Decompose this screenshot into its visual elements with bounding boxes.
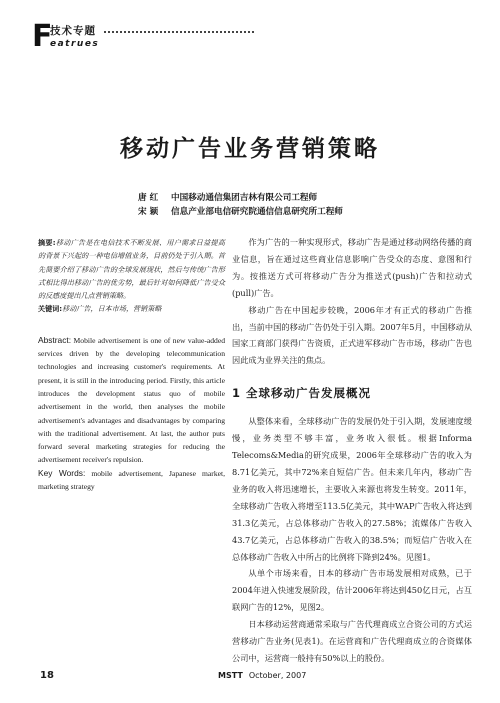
abstract-cn-label: 摘要: [38,238,56,247]
issue-date: October, 2007 [248,671,307,680]
abstract-en-label: Abstract: [38,334,72,345]
keywords-en-label: Key Words: [38,467,86,478]
body-paragraph: 移动广告在中国起步较晚，2006年才有正式的移动广告推出，当前中国的移动广告仍处于引入期。2007年5月，中国移动从国家工商部门获得广告资质，正式进军移动广告市场，移动广告也因此成为业界关注的焦点。 [232,304,472,366]
author-name: 宋 颖 [138,207,159,217]
body-column [232,234,472,667]
journal-name: MSTT [218,671,243,680]
body-paragraph: 作为广告的一种实现形式，移动广告是通过移动网络传播的商业信息，旨在通过这些商业信息影响广告受众的态度、意图和行为。按推送方式可将移动广告分为推送式(push)广告和拉动式(pull)广告。 [232,237,472,298]
article-title: 移动广告业务营销策略 [120,136,380,162]
author-row [138,205,468,219]
section-label: 技术专题 [50,25,96,37]
dotted-divider [104,31,254,33]
keywords-en [38,467,225,494]
author-row [138,191,468,205]
abstract-column [38,236,225,493]
author-name: 唐 红 [138,193,159,203]
author-affiliation: 信息产业部电信研究院通信信息研究所工程师 [171,207,343,217]
abstract-cn-text: 移动广告是在电信技术不断发展、用户需求日益提高的背景下兴起的一种电信增值业务，目前仍处于引入期。首先简要介绍了移动广告的全球发展现状，然后与传统广告形式相比得出移动广告的优劣势，最后针对如何降低广告受众的反感度提出几点营销策略。 [38,238,226,301]
brand-letter: F [32,19,53,54]
keywords-cn-label: 关键词: [38,304,63,314]
author-list [138,191,468,219]
body-paragraph: 日本移动运营商通常采取与广告代理商成立合资公司的方式运营移动广告业务(见表1)。在运营商和广告代理商成立的合资媒体公司中，运营商一般持有50%以上的股份。 [232,619,472,663]
body-paragraph: 从单个市场来看，日本的移动广告市场发展相对成熟，已于2004年进入快速发展阶段，估计2006年将达到450亿日元，占互联网广告的12%，见图2。 [232,568,472,613]
keywords-cn-text: 移动广告，日本市场，营销策略 [62,304,162,314]
keywords-en-text: mobile advertisement, Japanese market, marketing strategy [38,468,225,492]
journal-footer [218,671,306,680]
abstract-en-text: Mobile advertisement is one of new value-added services driven by the developing telecommunication technologies and increasing customer's requirements. At present, it is still in the introducing period. Firstly, this article introduces the development status quo of mobile advertisement in the world, then analyses the mobile advertisement's advantages and disadvantages by comparing with the traditional advertisement. At last, the author puts forward several marketing strategies for reducing the advertisement receiver's repulsion. [38,335,226,465]
section-heading: 1 全球移动广告发展概况 [232,386,372,401]
author-affiliation: 中国移动通信集团吉林有限公司工程师 [171,193,318,203]
body-paragraph: 从整体来看，全球移动广告的发展仍处于引入期，发展速度缓慢，业务类型不够丰富，业务收入很低。根据Informa Telecoms&Media的研究成果，2006年全球移动广告的收入为8.71亿美元，其中72%来自短信广告。但未来几年内，移动广告业务的收入将迅速增长，主要收入来源也将发生转变。2011年，全球移动广告收入将增至113.5亿美元，其中WAP广告收入将达到31.3亿美元，占总体移动广告收入的27.58%；流媒体广告收入43.7亿美元，占总体移动广告收入的38.5%；而短信广告收入在总体移动广告收入中所占的比例将下降到24%。见图1。 [232,416,472,562]
abstract-en [38,334,225,467]
page-number: 18 [40,670,54,681]
abstract-cn [38,236,225,302]
section-brand [32,19,252,54]
section-label-en: eatrues [50,39,100,49]
keywords-cn [38,302,225,315]
